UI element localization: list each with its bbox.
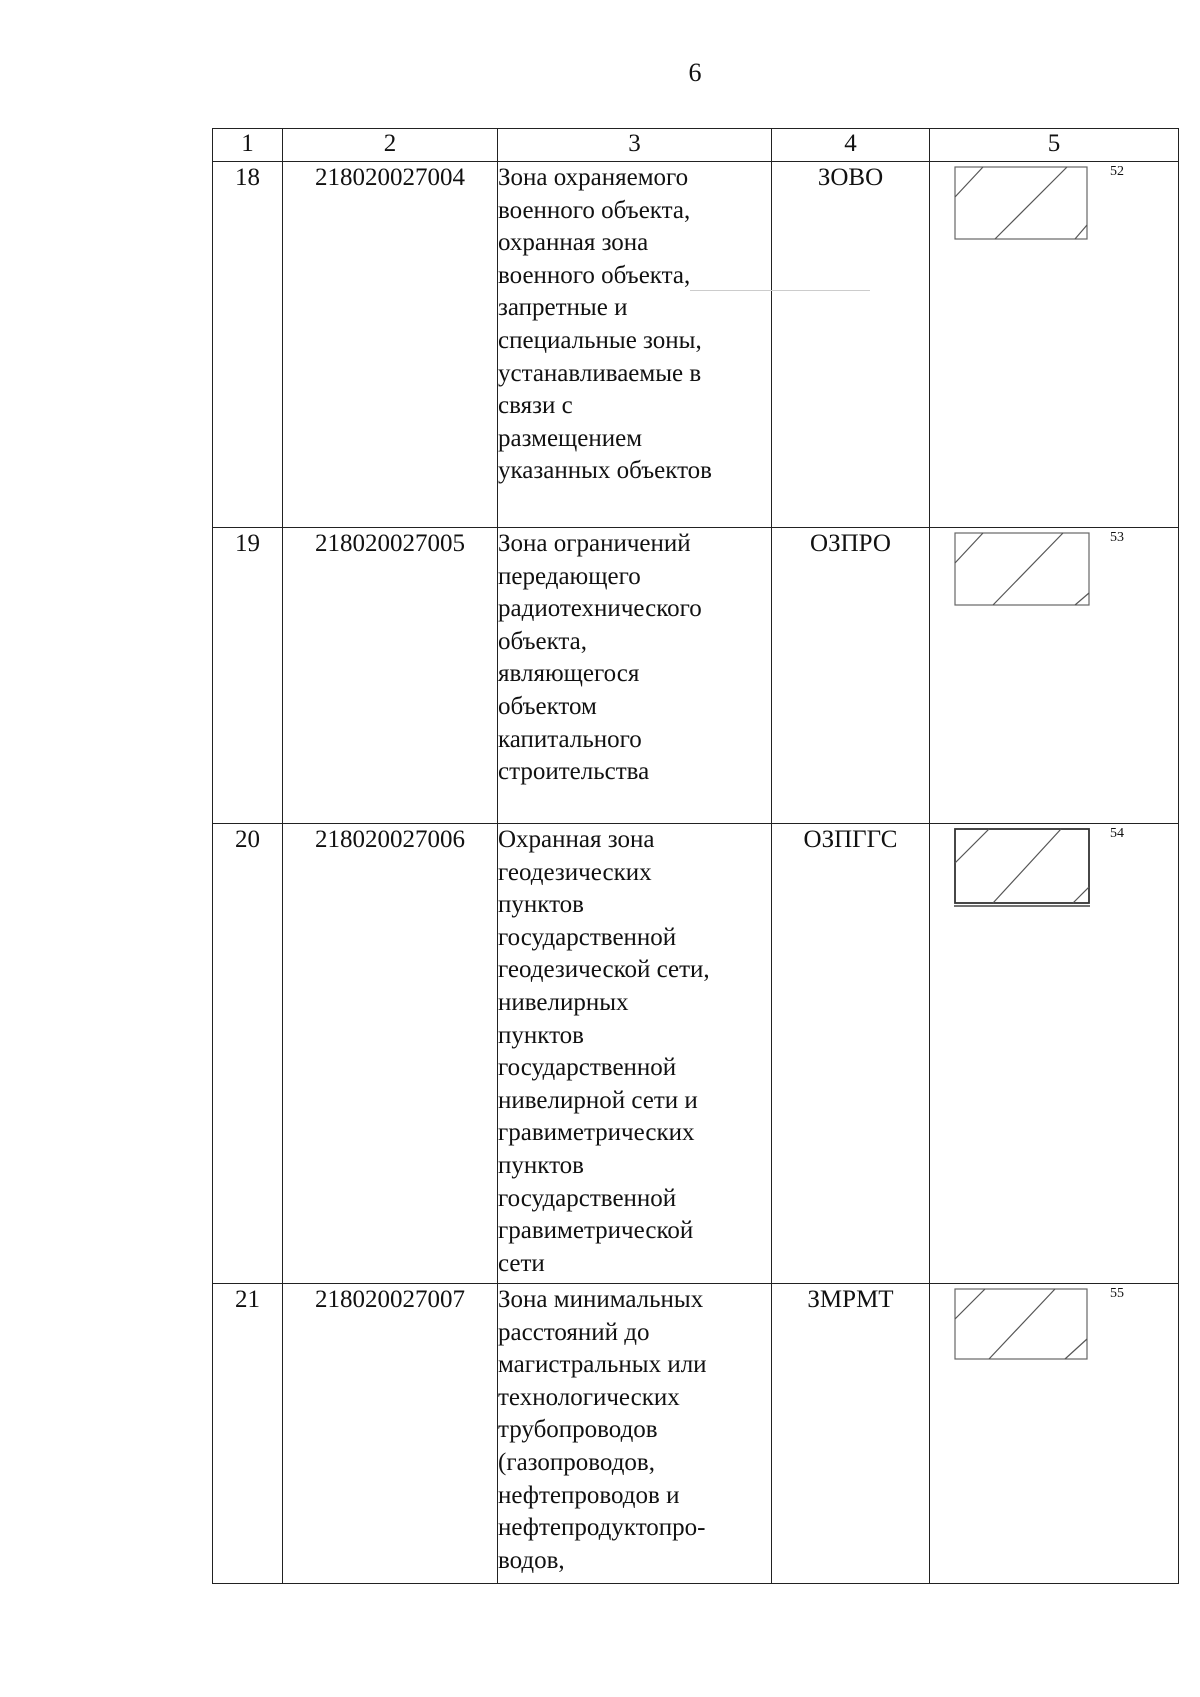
footnote-number: 55 — [1110, 1286, 1124, 1301]
description-line: указанных объектов — [498, 457, 712, 485]
zone-code: 218020027005 — [283, 528, 498, 824]
description-line: сети — [498, 1249, 545, 1277]
row-number: 20 — [213, 824, 283, 1284]
table-row — [213, 162, 1179, 528]
hatch-line — [955, 1289, 985, 1319]
description-line: строительства — [498, 758, 650, 786]
zone-code: 218020027007 — [283, 1284, 498, 1584]
description-line: расстояний до — [498, 1318, 650, 1346]
hatch-line — [1065, 1339, 1087, 1359]
description-line: пунктов — [498, 1151, 584, 1179]
row-number: 19 — [213, 528, 283, 824]
hatch-line — [993, 533, 1063, 605]
description-line: охранная зона — [498, 229, 649, 257]
description-line: объектом — [498, 692, 597, 720]
description-line: магистральных или — [498, 1351, 707, 1379]
zone-symbol-cell — [930, 1284, 1179, 1584]
description-line: государственной — [498, 923, 677, 951]
description-line: Зона минимальных — [498, 1286, 704, 1313]
description-line: Зона охраняемого — [498, 164, 689, 191]
page-number: 6 — [688, 58, 702, 87]
description-line: являющегося — [498, 660, 640, 688]
zone-code: 218020027006 — [283, 824, 498, 1284]
description-line: геодезической сети, — [498, 956, 710, 984]
zone-symbol-cell — [930, 528, 1179, 824]
hatch-line — [955, 167, 983, 197]
description-line: специальные зоны, — [498, 326, 702, 354]
description-line: размещением — [498, 424, 643, 452]
hatch-line — [989, 1289, 1055, 1359]
description-line: гравиметрических — [498, 1119, 695, 1147]
description-line: нефтепроводов и — [498, 1481, 680, 1509]
zone-description — [498, 1284, 772, 1584]
zone-description — [498, 824, 772, 1284]
column-header: 4 — [772, 129, 930, 162]
description-line: государственной — [498, 1054, 677, 1082]
zone-abbreviation: ОЗПГГС — [772, 824, 930, 1284]
column-header: 1 — [213, 129, 283, 162]
description-line: передающего — [498, 562, 641, 590]
hatch-line — [1075, 593, 1089, 605]
table-row — [213, 1284, 1179, 1584]
row-number: 21 — [213, 1284, 283, 1584]
hatch-line — [993, 829, 1061, 903]
description-line: водов, — [498, 1546, 565, 1574]
footnote-number: 52 — [1110, 164, 1124, 179]
zone-description — [498, 528, 772, 824]
description-line: пунктов — [498, 1021, 584, 1049]
description-line: запретные и — [498, 294, 628, 322]
zone-description — [498, 162, 772, 528]
zone-code: 218020027004 — [283, 162, 498, 528]
column-header: 3 — [498, 129, 772, 162]
description-line: государственной — [498, 1184, 677, 1212]
hatch-line — [1075, 225, 1087, 239]
hatch-line — [955, 533, 983, 563]
description-line: Охранная зона — [498, 826, 655, 853]
footnote-number: 54 — [1110, 826, 1124, 841]
footnote-number: 53 — [1110, 530, 1124, 545]
description-line: капитального — [498, 725, 642, 753]
description-line: геодезических — [498, 858, 652, 886]
table-header-row — [213, 129, 1179, 162]
description-line: Зона ограничений — [498, 530, 691, 557]
zone-symbol-cell — [930, 162, 1179, 528]
description-line: нивелирной сети и — [498, 1086, 698, 1114]
symbol-frame — [955, 533, 1089, 605]
zmrmt-hatch-symbol-icon — [954, 1288, 1090, 1364]
hatch-line — [995, 167, 1067, 239]
description-line: связи с — [498, 392, 573, 420]
hatch-line — [955, 829, 989, 863]
description-line: устанавливаемые в — [498, 359, 702, 387]
zone-symbol-cell — [930, 824, 1179, 1284]
ozpggs-hatch-symbol-icon — [954, 828, 1092, 908]
description-line: гравиметрической — [498, 1217, 694, 1245]
zone-abbreviation: ЗМРМТ — [772, 1284, 930, 1584]
description-line: (газопроводов, — [498, 1448, 655, 1476]
zone-abbreviation: ОЗПРО — [772, 528, 930, 824]
description-line: нивелирных — [498, 988, 629, 1016]
symbol-frame — [955, 167, 1087, 239]
table-row — [213, 528, 1179, 824]
description-line: пунктов — [498, 891, 584, 919]
zovo-hatch-symbol-icon — [954, 166, 1090, 244]
hatch-line — [1073, 887, 1089, 903]
ozpro-hatch-symbol-icon — [954, 532, 1092, 610]
description-line: военного объекта, — [498, 196, 691, 224]
row-number: 18 — [213, 162, 283, 528]
description-line: военного объекта, — [498, 261, 691, 289]
description-line: объекта, — [498, 627, 588, 655]
zone-abbreviation: ЗОВО — [772, 162, 930, 528]
description-line: радиотехнического — [498, 595, 702, 623]
column-header: 5 — [930, 129, 1179, 162]
description-line: трубопроводов — [498, 1416, 658, 1444]
description-line: нефтепродуктопро- — [498, 1514, 706, 1542]
scan-artifact — [690, 290, 870, 291]
column-header: 2 — [283, 129, 498, 162]
description-line: технологических — [498, 1383, 680, 1411]
symbol-frame — [955, 829, 1089, 903]
zones-table — [212, 128, 1179, 1584]
table-row — [213, 824, 1179, 1284]
